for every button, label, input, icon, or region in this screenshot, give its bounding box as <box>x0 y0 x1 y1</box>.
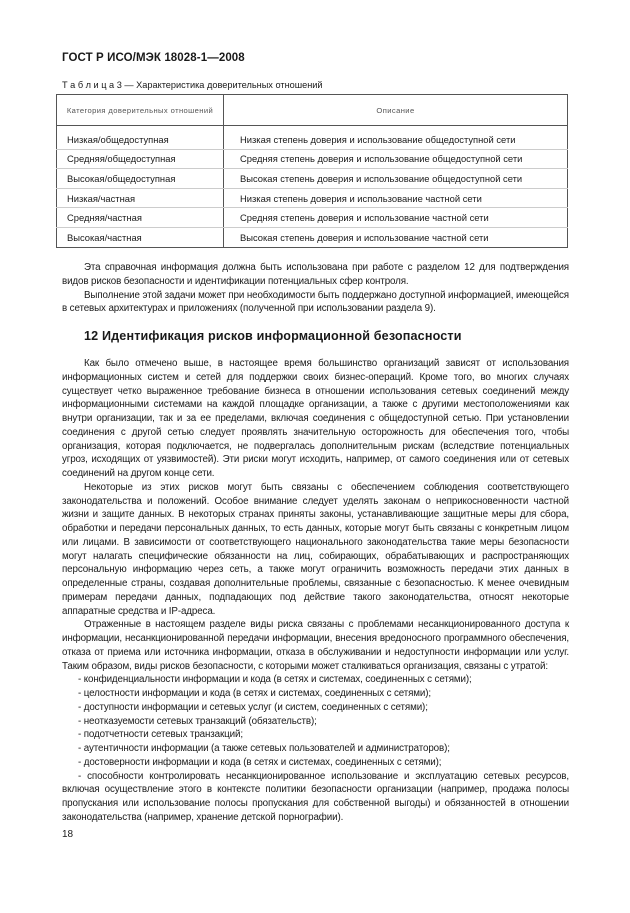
table-row <box>57 188 568 208</box>
column-header-description: Описание <box>224 95 568 126</box>
list-item: - достоверности информации и кода (в сетях и системах, соединенных с сетями); <box>78 756 442 768</box>
table-cell-description: Низкая степень доверия и использование общедоступной сети <box>224 126 568 150</box>
table-header-row <box>57 95 568 126</box>
list-item: - способности контролировать несанкционированное использование и эксплуатацию сетевых ресурсов, включая осуществление этого в контексте политики безопасности организации (например, продажа полосы пропускания или использование полосы пропускания для собственной выгоды) и обязанностей в отношении законодательства (например, хранение детской порнографии). <box>62 770 569 823</box>
table-row <box>57 169 568 189</box>
table-cell-category: Средняя/общедоступная <box>57 149 224 169</box>
list-item: - доступности информации и сетевых услуг (и систем, соединенных с сетями); <box>78 701 428 713</box>
trust-relationships-table <box>56 94 568 248</box>
table-cell-description: Средняя степень доверия и использование частной сети <box>224 208 568 228</box>
paragraph: Выполнение этой задачи может при необходимости быть поддержано доступной информацией, имеющейся в сетевых архитектурах и приложениях (полученной при использовании раздела 9). <box>62 289 569 315</box>
paragraph: Отраженные в настоящем разделе виды риска связаны с проблемами несанкционированного доступа к информации, несанкционированной передачи информации, внесения вредоносного программного обеспечения, отказа от приема или источника информации, отказа в обслуживании и недоступности информации или услуг. Таким образом, виды рисков безопасности, с которыми может сталкиваться организация, связаны с утратой: <box>62 619 569 672</box>
table-cell-category: Низкая/частная <box>57 188 224 208</box>
column-header-category: Категория доверительных отношений <box>57 95 224 126</box>
table-cell-category: Высокая/общедоступная <box>57 169 224 189</box>
table-cell-description: Средняя степень доверия и использование общедоступной сети <box>224 149 568 169</box>
table-cell-category: Низкая/общедоступная <box>57 126 224 150</box>
list-item: - конфиденциальности информации и кода (в сетях и системах, соединенных с сетями); <box>78 674 472 686</box>
document-header: ГОСТ Р ИСО/МЭК 18028-1—2008 <box>62 52 245 64</box>
section-body <box>62 357 569 825</box>
table-cell-description: Высокая степень доверия и использование частной сети <box>224 227 568 247</box>
table-caption: Т а б л и ц а 3 — Характеристика доверительных отношений <box>62 80 323 90</box>
list-item: - аутентичности информации (а также сетевых пользователей и администраторов); <box>78 743 450 754</box>
list-item: - неотказуемости сетевых транзакций (обязательств); <box>78 715 317 727</box>
table-row <box>57 227 568 247</box>
table-cell-category: Средняя/частная <box>57 208 224 228</box>
list-item: - подотчетности сетевых транзакций; <box>78 729 243 741</box>
intro-text <box>62 261 569 316</box>
list-item: - целостности информации и кода (в сетях и системах, соединенных с сетями); <box>78 688 432 699</box>
paragraph: Некоторые из этих рисков могут быть связаны с обеспечением соблюдения соответствующего законодательства и положений. Особое внимание следует уделять законам о неприкосновенности частной жизни и защите данных. В некоторых странах приняты законы, устанавливающие защитные меры для сбора, обработки и передачи персональных данных, то есть данных, которые могут быть связаны с конкретным лицом или лицами. В зависимости от соответствующего национального законодательства такие меры безопасности могут налагать специфические обязанности на лиц, собирающих, обрабатывающих и распространяющих персональную информацию через сеть, а также могут ограничить возможность передачи этих данных в определенные страны, создавая дополнительные проблемы, связанные с безопасностью. К менее очевидным примерам передачи данных, подпадающих под действие такого законодательства, относят некоторые аппаратные средства и IP-адреса. <box>62 481 569 617</box>
table-row <box>57 149 568 169</box>
table-row <box>57 208 568 228</box>
paragraph: Эта справочная информация должна быть использована при работе с разделом 12 для подтверждения видов рисков безопасности и идентификации потенциальных сфер контроля. <box>62 262 569 287</box>
table-cell-description: Высокая степень доверия и использование общедоступной сети <box>224 169 568 189</box>
table-row <box>57 126 568 150</box>
page-number: 18 <box>62 829 74 840</box>
paragraph: Как было отмечено выше, в настоящее время большинство организаций зависят от использования информационных систем и сетей для поддержки своих бизнес-операций. Кроме того, во многих случаях существует четко выраженное требование бизнеса в отношении использования сетевых соединений между информационными системами на каждой площадке организации, а также с другими местоположениями как внутри организации, так и за ее пределами, включая соединения с общедоступной сетью. При установлении соединения с другой сетью следует проявлять значительную осторожность для обеспечения того, чтобы организация, которая подключается, не подвергалась дополнительным рискам (вследствие потенциальных угроз, исходящих от уязвимостей). Эти риски могут исходить, например, от самого соединения или от сетевых соединений на другом конце сети. <box>62 358 569 479</box>
table-cell-category: Высокая/частная <box>57 227 224 247</box>
section-title: 12 Идентификация рисков информационной безопасности <box>84 329 462 343</box>
table-cell-description: Низкая степень доверия и использование частной сети <box>224 188 568 208</box>
